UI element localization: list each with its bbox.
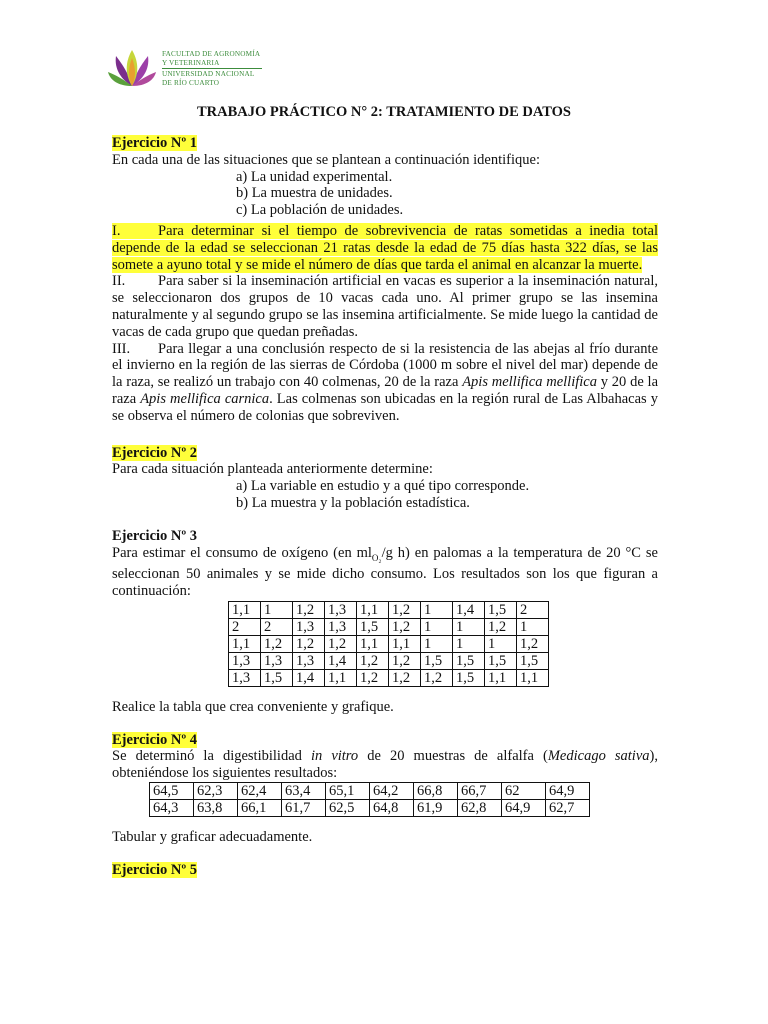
exercise-4	[112, 732, 658, 846]
exercise-4-intro	[112, 748, 658, 782]
table-cell: 1	[261, 601, 293, 618]
situation-3	[112, 341, 658, 425]
table-cell: 66,8	[414, 783, 458, 800]
page-title: TRABAJO PRÁCTICO N° 2: TRATAMIENTO DE DATOS	[197, 104, 571, 120]
situation-2-text: Para saber si la inseminación artificial en vacas es superior a la inseminación natural, se seleccionaron dos grupos de 10 vacas cada uno. Al primer grupo se las insemina naturalmente y al segundo grupo se las insemina artificialmente. Se mide luego la cantidad de vacas de cada grupo que quedan preñadas.	[112, 273, 658, 340]
table-cell: 62,7	[546, 800, 590, 817]
situation-3-text-b: y 20 de la raza	[112, 374, 658, 407]
table-cell: 1,4	[325, 652, 357, 669]
exercise-4-heading: Ejercicio Nº 4	[112, 731, 198, 748]
table-cell: 62,3	[194, 783, 238, 800]
exercise-1-intro: En cada una de las situaciones que se plantean a continuación identifique:	[112, 151, 540, 168]
situation-1-text: Para determinar si el tiempo de sobrevivencia de ratas sometidas a inedia total depende de la edad se seleccionan 21 ratas desde la edad de 75 días hasta 322 días, se las somete a ayuno total y se mide el número de días que tarda el animal en alcanzar la muerte.	[112, 222, 658, 273]
document-body	[112, 135, 658, 895]
table-cell: 1,2	[357, 652, 389, 669]
table-cell: 1,2	[389, 652, 421, 669]
table-cell: 1,2	[389, 601, 421, 618]
table-cell: 1,1	[325, 669, 357, 686]
table-cell: 2	[517, 601, 549, 618]
species-name: Medicago sativa	[547, 748, 650, 765]
exercise-1	[112, 135, 658, 425]
table-cell: 65,1	[326, 783, 370, 800]
table-cell: 64,5	[150, 783, 194, 800]
table-cell: 1,2	[293, 601, 325, 618]
table-cell: 1,1	[357, 601, 389, 618]
table-cell: 1,1	[485, 669, 517, 686]
intro-text-b: /g h) en palomas a la temperatura de 20 °C se seleccionan 50 animales y se mide dicho consumo. Los resultados son los que figuran a continuación:	[112, 544, 658, 600]
table-cell: 1	[453, 635, 485, 652]
table-cell: 1,5	[517, 652, 549, 669]
situation-2-label: II.	[112, 273, 126, 290]
table-cell: 66,1	[238, 800, 282, 817]
logo-divider	[162, 68, 262, 69]
table-cell: 2	[229, 618, 261, 635]
in-vitro-text: in vitro	[310, 748, 359, 765]
table-cell: 1,4	[293, 669, 325, 686]
table-cell: 64,9	[546, 783, 590, 800]
table-cell: 1,5	[453, 652, 485, 669]
table-cell: 1,2	[261, 635, 293, 652]
species-name-1: Apis mellifica mellifica	[462, 374, 597, 391]
exercise-2-heading: Ejercicio Nº 2	[112, 444, 198, 461]
logo-line1: FACULTAD DE AGRONOMÍA	[162, 50, 261, 58]
table-cell: 1,3	[325, 601, 357, 618]
table-cell: 1,1	[229, 601, 261, 618]
table-row	[229, 669, 549, 686]
exercise-2-intro: Para cada situación planteada anteriormente determine:	[112, 461, 433, 478]
table-row	[229, 601, 549, 618]
table-cell: 1,1	[389, 635, 421, 652]
table-cell: 62	[502, 783, 546, 800]
table-cell: 61,7	[282, 800, 326, 817]
table-cell: 63,8	[194, 800, 238, 817]
intro-text-a: Para estimar el consumo de oxígeno (en ml	[112, 544, 372, 561]
table-cell: 1,5	[453, 669, 485, 686]
table-cell: 2	[261, 618, 293, 635]
table-cell: 1,1	[357, 635, 389, 652]
table-row	[229, 652, 549, 669]
list-item: a) La unidad experimental.	[236, 168, 393, 185]
exercise-2-list	[236, 478, 658, 512]
table-cell: 1,3	[325, 618, 357, 635]
table-cell: 1	[485, 635, 517, 652]
situation-2	[112, 273, 658, 340]
oxygen-subscript: O₂	[371, 552, 382, 563]
table-cell: 62,4	[238, 783, 282, 800]
table-cell: 1,2	[517, 635, 549, 652]
table-cell: 1,4	[453, 601, 485, 618]
exercise-3	[112, 528, 658, 716]
intro-text-b: de 20 muestras de alfalfa (	[358, 748, 548, 765]
list-item: b) La muestra y la población estadística.	[236, 494, 470, 511]
species-name-2: Apis mellifica carnica	[140, 390, 270, 407]
table-cell: 64,3	[150, 800, 194, 817]
exercise-1-list	[236, 169, 658, 219]
exercise-1-heading: Ejercicio Nº 1	[112, 135, 198, 151]
table-cell: 63,4	[282, 783, 326, 800]
situation-1	[112, 223, 658, 273]
table-cell: 1,5	[421, 652, 453, 669]
table-row	[150, 783, 590, 800]
table-cell: 1	[421, 601, 453, 618]
table-row	[150, 800, 590, 817]
table-cell: 1,1	[229, 635, 261, 652]
situation-3-label: III.	[112, 340, 131, 357]
table-cell: 1,2	[421, 669, 453, 686]
table-cell: 1,2	[485, 618, 517, 635]
table-cell: 1,5	[261, 669, 293, 686]
table-cell: 1,5	[485, 652, 517, 669]
table-cell: 61,9	[414, 800, 458, 817]
situation-3-text-a: Para llegar a una conclusión respecto de si la resistencia de las abejas al frío durante el invierno en la región de las sierras de Córdoba (1000 m sobre el nivel del mar) depende de la raza, se realizó un trabajo con 40 colmenas, 20 de la raza	[112, 340, 658, 391]
table-cell: 64,9	[502, 800, 546, 817]
list-item: a) La variable en estudio y a qué tipo corresponde.	[236, 478, 530, 495]
list-item: b) La muestra de unidades.	[236, 185, 393, 202]
logo-line4: DE RÍO CUARTO	[162, 78, 220, 87]
intro-text-c: ), obteniéndose los siguientes resultados:	[112, 748, 658, 782]
table-cell: 1,5	[357, 618, 389, 635]
table-cell: 1,1	[517, 669, 549, 686]
exercise-5	[112, 862, 658, 879]
situation-1-label: I.	[112, 222, 121, 239]
table-row	[229, 635, 549, 652]
flower-logo-icon	[104, 46, 160, 92]
exercise-3-instruction: Realice la tabla que crea conveniente y grafique.	[112, 698, 394, 715]
table-cell: 1	[421, 635, 453, 652]
table-row	[229, 618, 549, 635]
table-cell: 1	[453, 618, 485, 635]
oxygen-data-table	[228, 601, 549, 687]
table-cell: 1,5	[485, 601, 517, 618]
exercise-3-heading: Ejercicio Nº 3	[112, 527, 198, 544]
table-cell: 1,3	[293, 618, 325, 635]
intro-text-a: Se determinó la digestibilidad	[112, 748, 311, 765]
faculty-logo	[104, 46, 264, 92]
table-cell: 1,2	[293, 635, 325, 652]
table-cell: 1	[421, 618, 453, 635]
list-item: c) La población de unidades.	[236, 202, 404, 219]
table-cell: 62,5	[326, 800, 370, 817]
table-cell: 1,3	[229, 669, 261, 686]
logo-line3: UNIVERSIDAD NACIONAL	[162, 70, 255, 79]
table-cell: 64,2	[370, 783, 414, 800]
digestibility-data-table	[149, 782, 590, 817]
exercise-2	[112, 445, 658, 512]
table-cell: 1,3	[261, 652, 293, 669]
logo-text	[162, 50, 262, 87]
table-cell: 1,2	[357, 669, 389, 686]
exercise-3-intro	[112, 545, 658, 600]
table-cell: 66,7	[458, 783, 502, 800]
situation-3-text-c: . Las colmenas son ubicadas en la región rural de Las Albahacas y se observa el número de colonias que sobreviven.	[112, 390, 658, 424]
table-cell: 62,8	[458, 800, 502, 817]
logo-line2: Y VETERINARIA	[162, 58, 220, 67]
table-cell: 1,2	[325, 635, 357, 652]
table-cell: 1,3	[293, 652, 325, 669]
table-cell: 1,2	[389, 669, 421, 686]
table-cell: 1	[517, 618, 549, 635]
table-cell: 64,8	[370, 800, 414, 817]
table-cell: 1,2	[389, 618, 421, 635]
exercise-5-heading: Ejercicio Nº 5	[112, 861, 198, 878]
table-cell: 1,3	[229, 652, 261, 669]
exercise-4-instruction: Tabular y graficar adecuadamente.	[112, 829, 313, 845]
